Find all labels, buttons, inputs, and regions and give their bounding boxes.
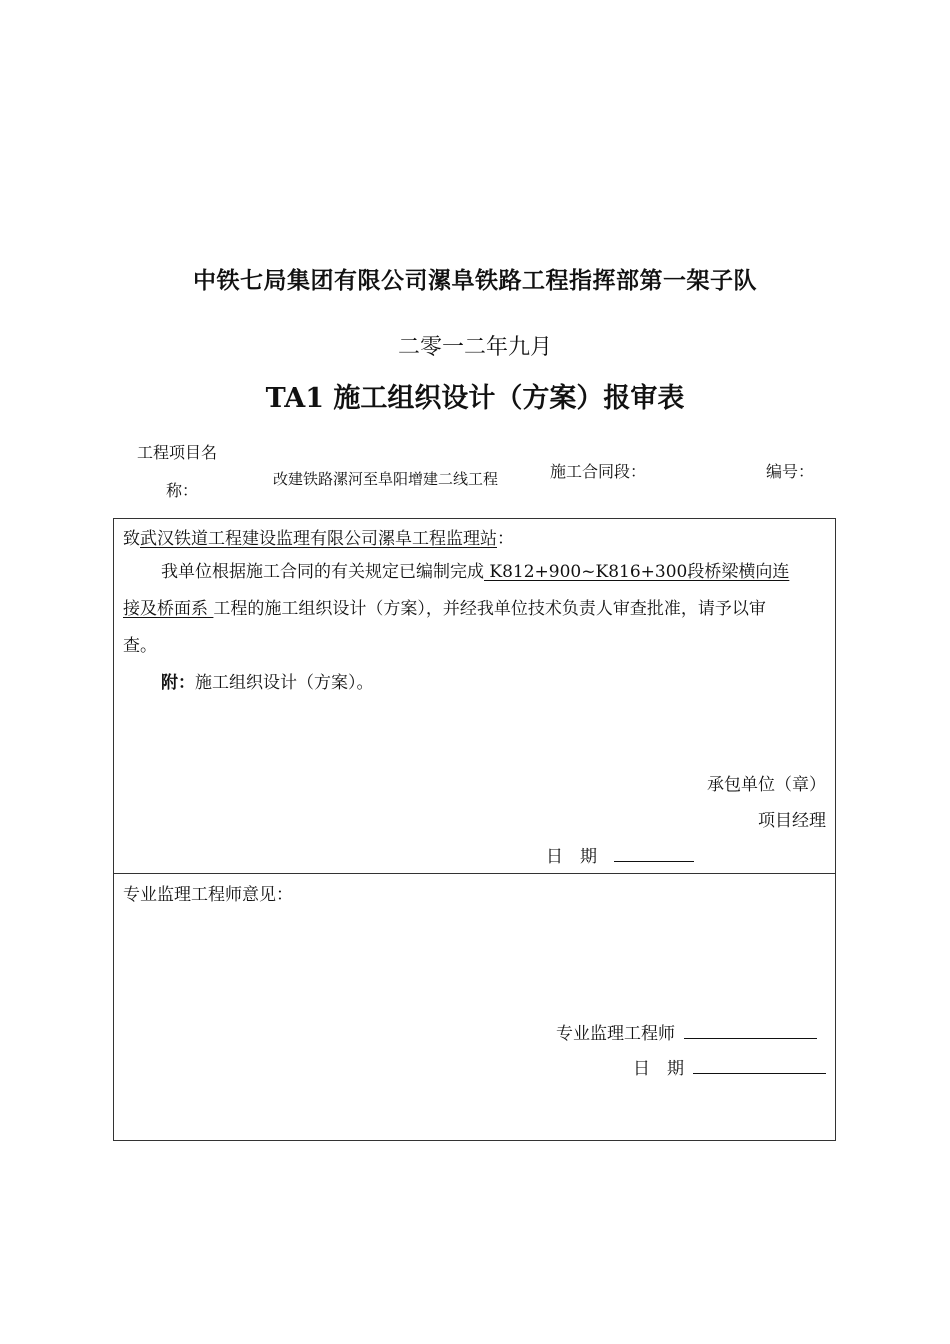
recipient-line: 致武汉铁道工程建设监理有限公司漯阜工程监理站： [123,529,514,549]
project-manager-label: 项目经理 [758,811,826,831]
review-date-row: 日 期 [633,1054,826,1079]
body-line-2: 接及桥面系 工程的施工组织设计（方案），并经我单位技术负责人审查批准，请予以审 [123,599,766,619]
attachment-line: 附：施工组织设计（方案）。 [161,673,374,693]
form-title: TA1 施工组织设计（方案）报审表 [265,383,685,414]
review-date-blank[interactable] [693,1073,826,1074]
engineer-signature-blank[interactable] [684,1038,817,1039]
submission-date-blank[interactable] [614,861,694,862]
project-name-value: 改建铁路漯河至阜阳增建二线工程 [273,470,499,488]
project-name-label-line2: 称： [166,481,199,500]
project-name-label-line1: 工程项目名 [137,443,218,462]
contractor-seal-label: 承包单位（章） [707,775,826,795]
organization-name: 中铁七局集团有限公司漯阜铁路工程指挥部第一架子队 [193,267,757,294]
document-date: 二零一二年九月 [397,335,552,360]
recipient-name: 武汉铁道工程建设监理有限公司漯阜工程监理站 [140,529,497,549]
body-line-1: 我单位根据施工合同的有关规定已编制完成 K812+900~K816+300段桥梁横向连 [161,562,790,582]
engineer-signature-row: 专业监理工程师 [556,1019,817,1044]
engineer-opinion-heading: 专业监理工程师意见： [123,885,293,905]
contract-section-label: 施工合同段： [550,462,647,481]
number-label: 编号： [766,462,815,481]
submission-date-row: 日 期 [546,842,694,867]
approval-form-table [113,518,836,1141]
work-scope-part2: 接及桥面系 [123,599,214,619]
body-line-3: 查。 [123,636,157,656]
section-divider [114,873,835,874]
work-scope-part1: K812+900~K816+300段桥梁横向连 [484,562,790,582]
